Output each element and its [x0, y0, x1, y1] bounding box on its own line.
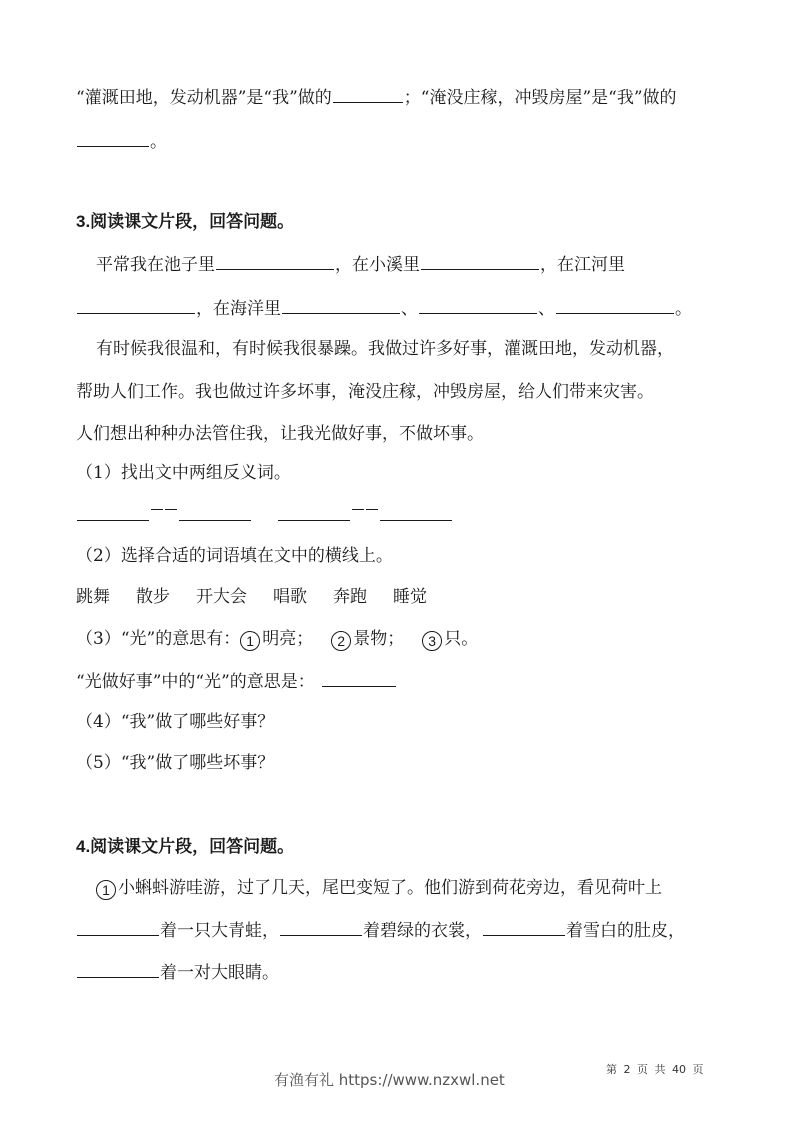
q3-passage-line: 人们想出种种办法管住我，让我光做好事，不做坏事。	[76, 424, 484, 444]
answer-blank[interactable]	[77, 961, 159, 978]
dash	[366, 509, 378, 510]
text: ；“淹没庄稼，冲毁房屋”是“我”做的	[403, 88, 677, 108]
circled-number-icon: 3	[422, 631, 442, 651]
text: 。	[675, 299, 692, 319]
word-choice: 跳舞	[76, 587, 110, 607]
answer-blank[interactable]	[77, 297, 195, 314]
antonym-answer-row	[76, 504, 453, 527]
word-choice: 睡觉	[393, 587, 427, 607]
q3-sub-question-5: （5）“我”做了哪些坏事？	[76, 753, 275, 773]
word-choice: 唱歌	[273, 587, 307, 607]
text: “光做好事”中的“光”的意思是：	[76, 672, 315, 692]
answer-blank[interactable]	[556, 297, 674, 314]
answer-blank[interactable]	[278, 504, 350, 521]
q3-passage-fill-line-1	[96, 253, 625, 276]
question-4-heading: 4.阅读课文片段，回答问题。	[76, 837, 295, 856]
q3-sub-question-3-prompt	[76, 670, 397, 693]
dash	[352, 509, 364, 510]
q4-passage-line-1	[96, 877, 662, 900]
text: 平常我在池子里	[96, 255, 215, 275]
text: 景物；	[353, 629, 405, 649]
q3-passage-fill-line-2	[76, 297, 692, 320]
answer-blank[interactable]	[77, 919, 159, 936]
text: 明亮；	[262, 629, 314, 649]
question-3-heading: 3.阅读课文片段，回答问题。	[76, 212, 295, 231]
text: 着一对大眼睛。	[160, 963, 279, 983]
circled-number-icon: 1	[96, 880, 116, 900]
answer-blank[interactable]	[483, 919, 565, 936]
answer-blank[interactable]	[216, 253, 334, 270]
q3-sub-question-3	[76, 628, 478, 651]
circled-number-icon: 2	[331, 631, 351, 651]
answer-blank[interactable]	[419, 297, 537, 314]
word-choice: 开大会	[196, 587, 247, 607]
text: ，在海洋里	[196, 299, 281, 319]
text: ，在江河里	[540, 255, 625, 275]
circled-number-icon: 1	[240, 631, 260, 651]
word-choice-list	[76, 586, 453, 608]
answer-blank[interactable]	[322, 670, 396, 687]
answer-blank[interactable]	[77, 130, 149, 147]
text: “灌溉田地，发动机器”是“我”做的	[76, 88, 332, 108]
text: 只。	[444, 629, 479, 649]
page-number: 第 2 页 共 40 页	[606, 1063, 704, 1076]
q3-sub-question-4: （4）“我”做了哪些好事？	[76, 712, 275, 732]
text: ，在小溪里	[335, 255, 420, 275]
q4-passage-line-3	[76, 961, 279, 984]
text: 。	[150, 132, 167, 152]
q3-sub-question-2: （2）选择合适的词语填在文中的横线上。	[76, 546, 393, 566]
text: （3）“光”的意思有：	[76, 629, 241, 649]
text: 、	[538, 299, 555, 319]
footer-watermark-link[interactable]: 有渔有礼 https://www.nzxwl.net	[274, 1071, 505, 1089]
continuation-line-1	[76, 86, 677, 109]
answer-blank[interactable]	[333, 86, 403, 103]
q3-passage-line: 帮助人们工作。我也做过许多坏事，淹没庄稼，冲毁房屋，给人们带来灾害。	[76, 382, 654, 402]
text: 小蝌蚪游哇游，过了几天，尾巴变短了。他们游到荷花旁边，看见荷叶上	[118, 878, 662, 898]
q4-passage-line-2	[76, 919, 685, 942]
word-choice: 奔跑	[333, 587, 367, 607]
text: 着雪白的肚皮，	[566, 921, 685, 941]
answer-blank[interactable]	[280, 919, 362, 936]
dash	[151, 509, 163, 510]
q3-passage-line: 有时候我很温和，有时候我很暴躁。我做过许多好事，灌溉田地，发动机器，	[96, 339, 674, 359]
dash	[165, 509, 177, 510]
answer-blank[interactable]	[380, 504, 452, 521]
text: 、	[401, 299, 418, 319]
continuation-line-2	[76, 130, 167, 153]
q3-sub-question-1: （1）找出文中两组反义词。	[76, 463, 291, 483]
text: 着碧绿的衣裳，	[363, 921, 482, 941]
answer-blank[interactable]	[421, 253, 539, 270]
word-choice: 散步	[136, 587, 170, 607]
text: 着一只大青蛙，	[160, 921, 279, 941]
answer-blank[interactable]	[282, 297, 400, 314]
answer-blank[interactable]	[77, 504, 149, 521]
answer-blank[interactable]	[179, 504, 251, 521]
